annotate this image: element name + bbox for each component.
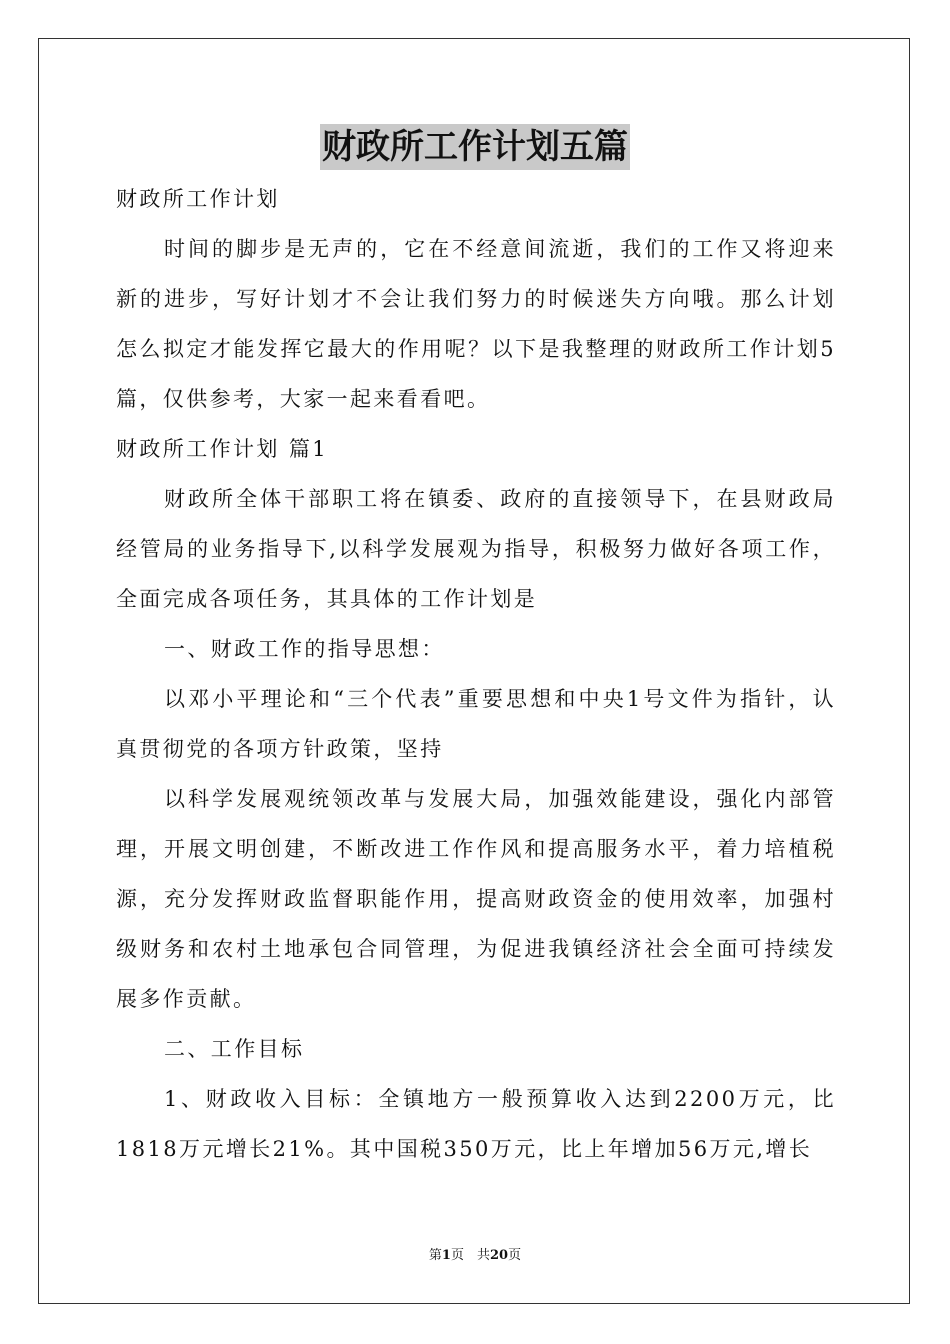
- document-body: [116, 174, 836, 1174]
- current-page-number: 1: [441, 1248, 451, 1263]
- page-prefix: 第: [428, 1248, 442, 1263]
- paragraph: 时间的脚步是无声的，它在不经意间流逝，我们的工作又将迎来新的进步，写好计划才不会让我们努力的时候迷失方向哦。那么计划怎么拟定才能发挥它最大的作用呢？以下是我整理的财政所工作计划5篇，仅供参考，大家一起来看看吧。: [116, 237, 836, 411]
- paragraph: 二、工作目标: [164, 1037, 305, 1061]
- paragraph: 财政所工作计划: [116, 187, 280, 211]
- page-footer: [0, 1246, 950, 1266]
- paragraph: 财政所工作计划 篇1: [116, 437, 329, 461]
- title-container: [0, 124, 950, 170]
- paragraph: 以邓小平理论和“三个代表”重要思想和中央1号文件为指针，认真贯彻党的各项方针政策，坚持: [116, 687, 836, 761]
- paragraph: 1、财政收入目标：全镇地方一般预算收入达到2200万元，比1818万元增长21%。其中国税350万元，比上年增加56万元,增长: [116, 1087, 836, 1161]
- page-mid: 页 共: [450, 1248, 490, 1263]
- paragraph: 财政所全体干部职工将在镇委、政府的直接领导下，在县财政局经管局的业务指导下,以科学发展观为指导，积极努力做好各项工作，全面完成各项任务，其具体的工作计划是: [116, 487, 836, 611]
- paragraph: 一、财政工作的指导思想：: [164, 637, 445, 661]
- page-suffix: 页: [508, 1248, 522, 1263]
- paragraph: 以科学发展观统领改革与发展大局，加强效能建设，强化内部管理，开展文明创建，不断改进工作作风和提高服务水平，着力培植税源，充分发挥财政监督职能作用，提高财政资金的使用效率，加强村级财务和农村土地承包合同管理，为促进我镇经济社会全面可持续发展多作贡献。: [116, 787, 836, 1011]
- document-title: 财政所工作计划五篇: [320, 124, 630, 170]
- total-page-number: 20: [489, 1248, 509, 1263]
